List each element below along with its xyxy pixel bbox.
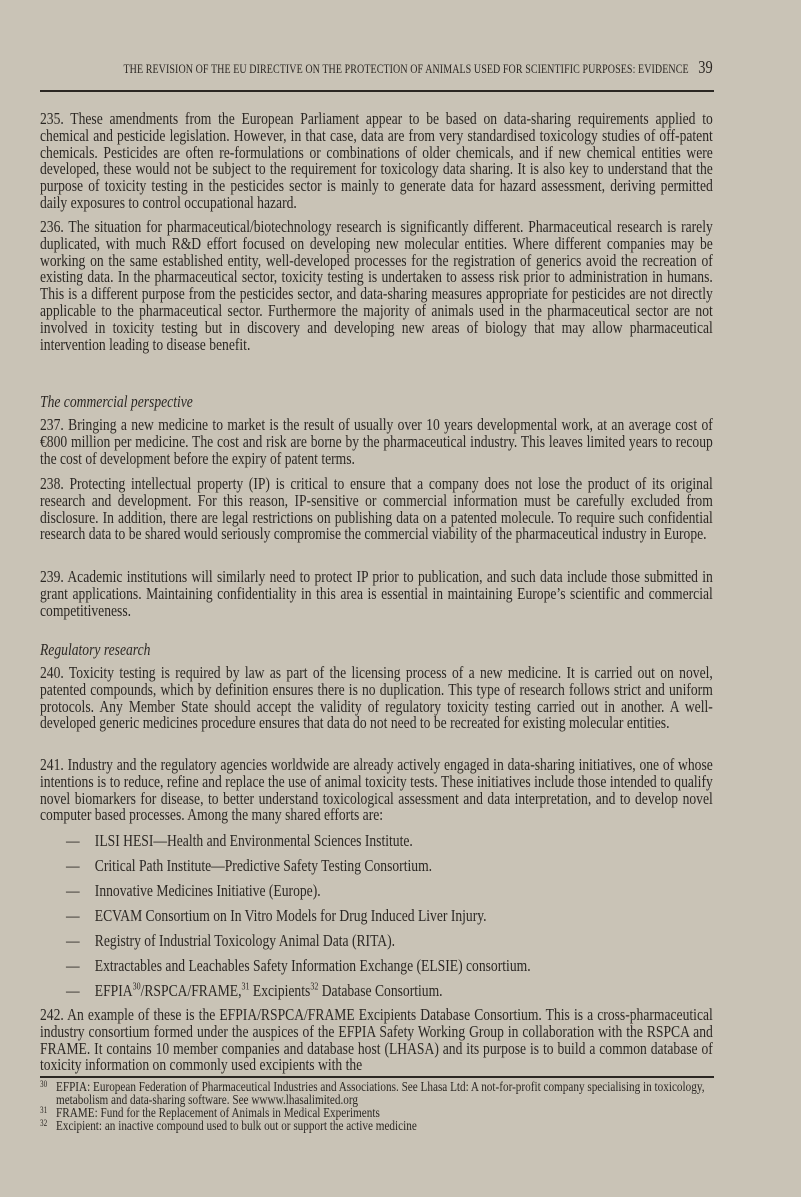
footnote-rule	[40, 1076, 714, 1078]
section-heading-regulatory: Regulatory research	[40, 640, 151, 659]
footnote-32: 32 Excipient: an inactive compound used to bulk out or support the active medicine	[40, 1118, 417, 1134]
paragraph-235: 235. These amendments from the European Parliament appear to be based on data-sharing requirements applied to chemical and pesticide legislation. However, in that case, data are from very standardised toxicology studies of off-patent chemicals. Pesticides are often re-formulations or combinations of older chemicals, and if new chemical entities were developed, these would not be subject to the requirement for toxicology data sharing. It is also key to understand that the purpose of toxicity testing in the pesticides sector is mainly to generate data for hazard assessment, deriving permitted daily exposures to control occupational hazard.	[40, 109, 713, 212]
list-item: — Extractables and Leachables Safety Information Exchange (ELSIE) consortium.	[66, 956, 531, 975]
footnote-ref[interactable]: 32	[310, 981, 319, 993]
paragraph-242: 242. An example of these is the EFPIA/RSPCA/FRAME Excipients Database Consortium. This is a cross-pharmaceutical industry consortium formed under the auspices of the EFPIA Safety Working Group in collaboration with the RSPCA and FRAME. It contains 10 member companies and database host (LHASA) and its purpose is to build a common database of toxicity information on commonly used excipients with the	[40, 1005, 713, 1075]
list-item: — Critical Path Institute—Predictive Safety Testing Consortium.	[66, 856, 433, 875]
header-title: THE REVISION OF THE EU DIRECTIVE ON THE PROTECTION OF ANIMALS USED FOR SCIENTIFIC PURPOSES: EVIDENCE	[123, 62, 689, 76]
list-item: — Registry of Industrial Toxicology Animal Data (RITA).	[66, 931, 396, 950]
paragraph-237: 237. Bringing a new medicine to market is the result of usually over 10 years developmental work, at an average cost of €800 million per medicine. The cost and risk are borne by the pharmaceutical industry. This leaves limited years to recoup the cost of development before the expiry of patent terms.	[40, 415, 713, 468]
list-item: — Innovative Medicines Initiative (Europe).	[66, 881, 321, 900]
section-heading-commercial: The commercial perspective	[40, 392, 193, 411]
footnote-ref[interactable]: 30	[132, 981, 141, 993]
footnote-ref[interactable]: 31	[241, 981, 250, 993]
page-number: 39	[698, 57, 713, 77]
paragraph-241: 241. Industry and the regulatory agencies worldwide are already actively engaged in data-sharing initiatives, one of whose intentions is to reduce, refine and replace the use of animal toxicity tests. These initiatives include those intended to qualify novel biomarkers for disease, to better understand toxicological assessment and data interpretation, and to develop novel computer based processes. Among the many shared efforts are:	[40, 755, 713, 825]
paragraph-240: 240. Toxicity testing is required by law as part of the licensing process of a new medicine. It is carried out on novel, patented compounds, which by definition ensures there is no duplication. This type of research follows strict and uniform protocols. Any Member State should accept the validity of regulatory toxicity testing carried out in another. A well-developed generic medicines procedure ensures that data do not need to be recreated for existing molecular entities.	[40, 663, 713, 733]
paragraph-236: 236. The situation for pharmaceutical/biotechnology research is significantly different. Pharmaceutical research is rarely duplicated, with much R&D effort focused on developing new molecular entities. Where different companies may be working on the same established entity, well-developed processes for the registration of generics avoid the recreation of existing data. In the pharmaceutical sector, toxicity testing is undertaken to assess risk prior to administration in humans. This is a different purpose from the pesticides sector, and data-sharing measures appropriate for pesticides are not directly applicable to the pharmaceutical sector. Furthermore the majority of animals used in the pharmaceutical sector are not involved in toxicity testing but in discovery and developing new areas of biology that may allow pharmaceutical intervention leading to disease benefit.	[40, 217, 713, 354]
footnote-30: 30 EFPIA: European Federation of Pharmaceutical Industries and Associations. See Lhasa Ltd: A not-for-profit company specialising in toxicology, metabolism and data-sharing software. See wwww.lhasalimited.org	[40, 1079, 705, 1108]
list-item: — EFPIA$^{30}$/RSPCA/FRAME,$^{31}$ Excipients$^{32}$ Database Consortium.	[66, 981, 443, 1000]
list-item: — ILSI HESI—Health and Environmental Sciences Institute.	[66, 831, 413, 850]
running-header	[40, 58, 713, 78]
paragraph-239: 239. Academic institutions will similarly need to protect IP prior to publication, and such data include those submitted in grant applications. Maintaining confidentiality in this area is essential in maintaining Europe’s scientific and commercial competitiveness.	[40, 567, 713, 620]
paragraph-238: 238. Protecting intellectual property (IP) is critical to ensure that a company does not lose the product of its original research and development. For this reason, IP-sensitive or commercial information must be carefully excluded from disclosure. In addition, there are legal restrictions on publishing data on a patented molecule. To require such confidential research data to be shared would seriously compromise the commercial viability of the pharmaceutical industry in Europe.	[40, 474, 713, 544]
list-item: — ECVAM Consortium on In Vitro Models for Drug Induced Liver Injury.	[66, 906, 487, 925]
header-rule	[40, 90, 714, 92]
footnote-31: 31 FRAME: Fund for the Replacement of Animals in Medical Experiments	[40, 1105, 380, 1121]
